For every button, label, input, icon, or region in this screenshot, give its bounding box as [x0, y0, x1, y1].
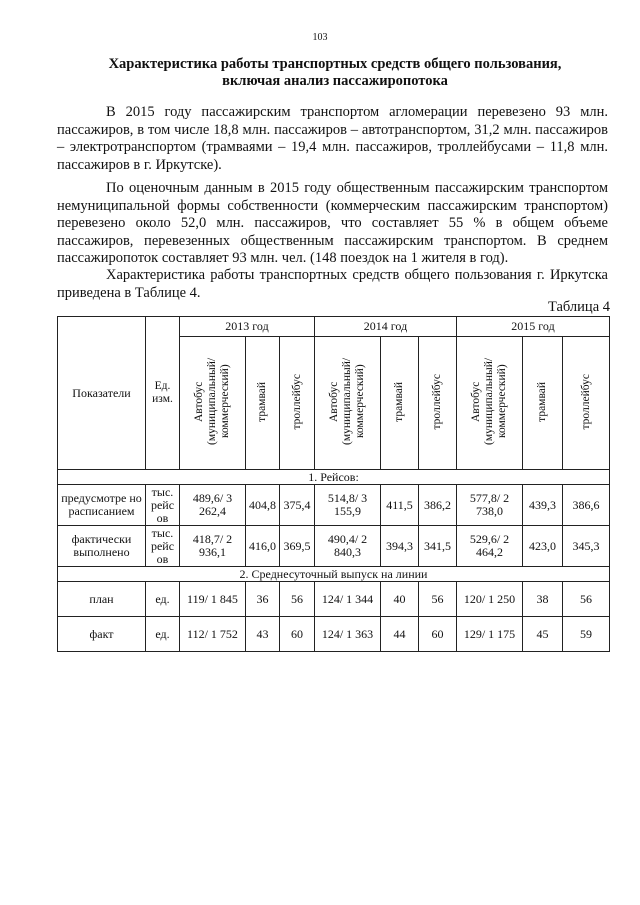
table-cell: 124/ 1 363 [315, 617, 381, 652]
table-cell: 418,7/ 2 936,1 [180, 526, 246, 567]
subheader-trolleybus: троллейбус [563, 337, 610, 470]
table-cell: 112/ 1 752 [180, 617, 246, 652]
table-cell: 36 [246, 582, 280, 617]
table-row [58, 617, 610, 652]
title-line-1: Характеристика работы транспортных средств общего пользования, [108, 56, 562, 72]
row-unit: тыс. рейс ов [146, 526, 180, 567]
transport-table [57, 316, 610, 652]
table-cell: 56 [419, 582, 457, 617]
table-cell: 404,8 [246, 485, 280, 526]
table-cell: 56 [280, 582, 315, 617]
table-cell: 45 [523, 617, 563, 652]
row-label: предусмотре но расписанием [58, 485, 146, 526]
paragraph-2: По оценочным данным в 2015 году общественным пассажирским транспортом немуниципальной формы собственности (коммерческим пассажирским транспортом) перевезено около 52,0 млн. пассажиров, что составляет 55 % в общем объеме пассажиров, перевезенных общественным пассажирским транспортом. В среднем пассажиропоток составляет 93 млн. чел. (148 поездок на 1 жителя в год). [57, 180, 608, 266]
subheader-trolleybus: троллейбус [419, 337, 457, 470]
table-cell: 59 [563, 617, 610, 652]
table-cell: 394,3 [381, 526, 419, 567]
table-cell: 60 [419, 617, 457, 652]
row-label: план [58, 582, 146, 617]
table-cell: 439,3 [523, 485, 563, 526]
table-cell: 386,2 [419, 485, 457, 526]
table-cell: 529,6/ 2 464,2 [457, 526, 523, 567]
row-unit: тыс. рейс ов [146, 485, 180, 526]
table-cell: 124/ 1 344 [315, 582, 381, 617]
document-title [100, 56, 570, 90]
table-cell: 129/ 1 175 [457, 617, 523, 652]
subheader-tram: трамвай [246, 337, 280, 470]
row-label: факт [58, 617, 146, 652]
table-cell: 514,8/ 3 155,9 [315, 485, 381, 526]
table-cell: 411,5 [381, 485, 419, 526]
table-row [58, 582, 610, 617]
row-unit: ед. [146, 617, 180, 652]
page-number: 103 [312, 32, 328, 43]
table-cell: 345,3 [563, 526, 610, 567]
subheader-tram: трамвай [381, 337, 419, 470]
table-cell: 341,5 [419, 526, 457, 567]
subheader-tram: трамвай [523, 337, 563, 470]
paragraph-3: Характеристика работы транспортных средств общего пользования г. Иркутска приведена в Таблице 4. [57, 267, 608, 301]
table-cell: 56 [563, 582, 610, 617]
table-cell: 489,6/ 3 262,4 [180, 485, 246, 526]
section-daily-output: 2. Среднесуточный выпуск на линии [58, 567, 610, 582]
title-line-2: включая анализ пассажиропотока [222, 73, 448, 89]
table-cell: 375,4 [280, 485, 315, 526]
table-cell: 490,4/ 2 840,3 [315, 526, 381, 567]
header-year-2013: 2013 год [180, 317, 315, 337]
subheader-bus: Автобус (муниципальный/ коммерческий) [180, 337, 246, 470]
table-cell: 386,6 [563, 485, 610, 526]
subheader-bus: Автобус (муниципальный/ коммерческий) [315, 337, 381, 470]
row-label: фактически выполнено [58, 526, 146, 567]
table-cell: 44 [381, 617, 419, 652]
table-cell: 38 [523, 582, 563, 617]
table-row [58, 485, 610, 526]
row-unit: ед. [146, 582, 180, 617]
table-cell: 369,5 [280, 526, 315, 567]
header-unit: Ед. изм. [146, 317, 180, 470]
table-cell: 416,0 [246, 526, 280, 567]
table-row [58, 526, 610, 567]
header-indicator: Показатели [58, 317, 146, 470]
table-caption: Таблица 4 [547, 299, 610, 315]
table-cell: 577,8/ 2 738,0 [457, 485, 523, 526]
subheader-bus: Автобус (муниципальный/ коммерческий) [457, 337, 523, 470]
section-trips: 1. Рейсов: [58, 470, 610, 485]
header-year-2015: 2015 год [457, 317, 610, 337]
subheader-trolleybus: троллейбус [280, 337, 315, 470]
table-cell: 120/ 1 250 [457, 582, 523, 617]
table-cell: 119/ 1 845 [180, 582, 246, 617]
header-year-2014: 2014 год [315, 317, 457, 337]
table-cell: 43 [246, 617, 280, 652]
table-cell: 423,0 [523, 526, 563, 567]
table-cell: 60 [280, 617, 315, 652]
paragraph-1: В 2015 году пассажирским транспортом агломерации перевезено 93 млн. пассажиров, в том числе 18,8 млн. пассажиров – автотранспортом, 31,2 млн. пассажиров – электротранспортом (трамваями – 19,4 млн. пассажиров, троллейбусами – 11,8 млн. пассажиров в г. Иркутске). [57, 104, 608, 173]
table-cell: 40 [381, 582, 419, 617]
